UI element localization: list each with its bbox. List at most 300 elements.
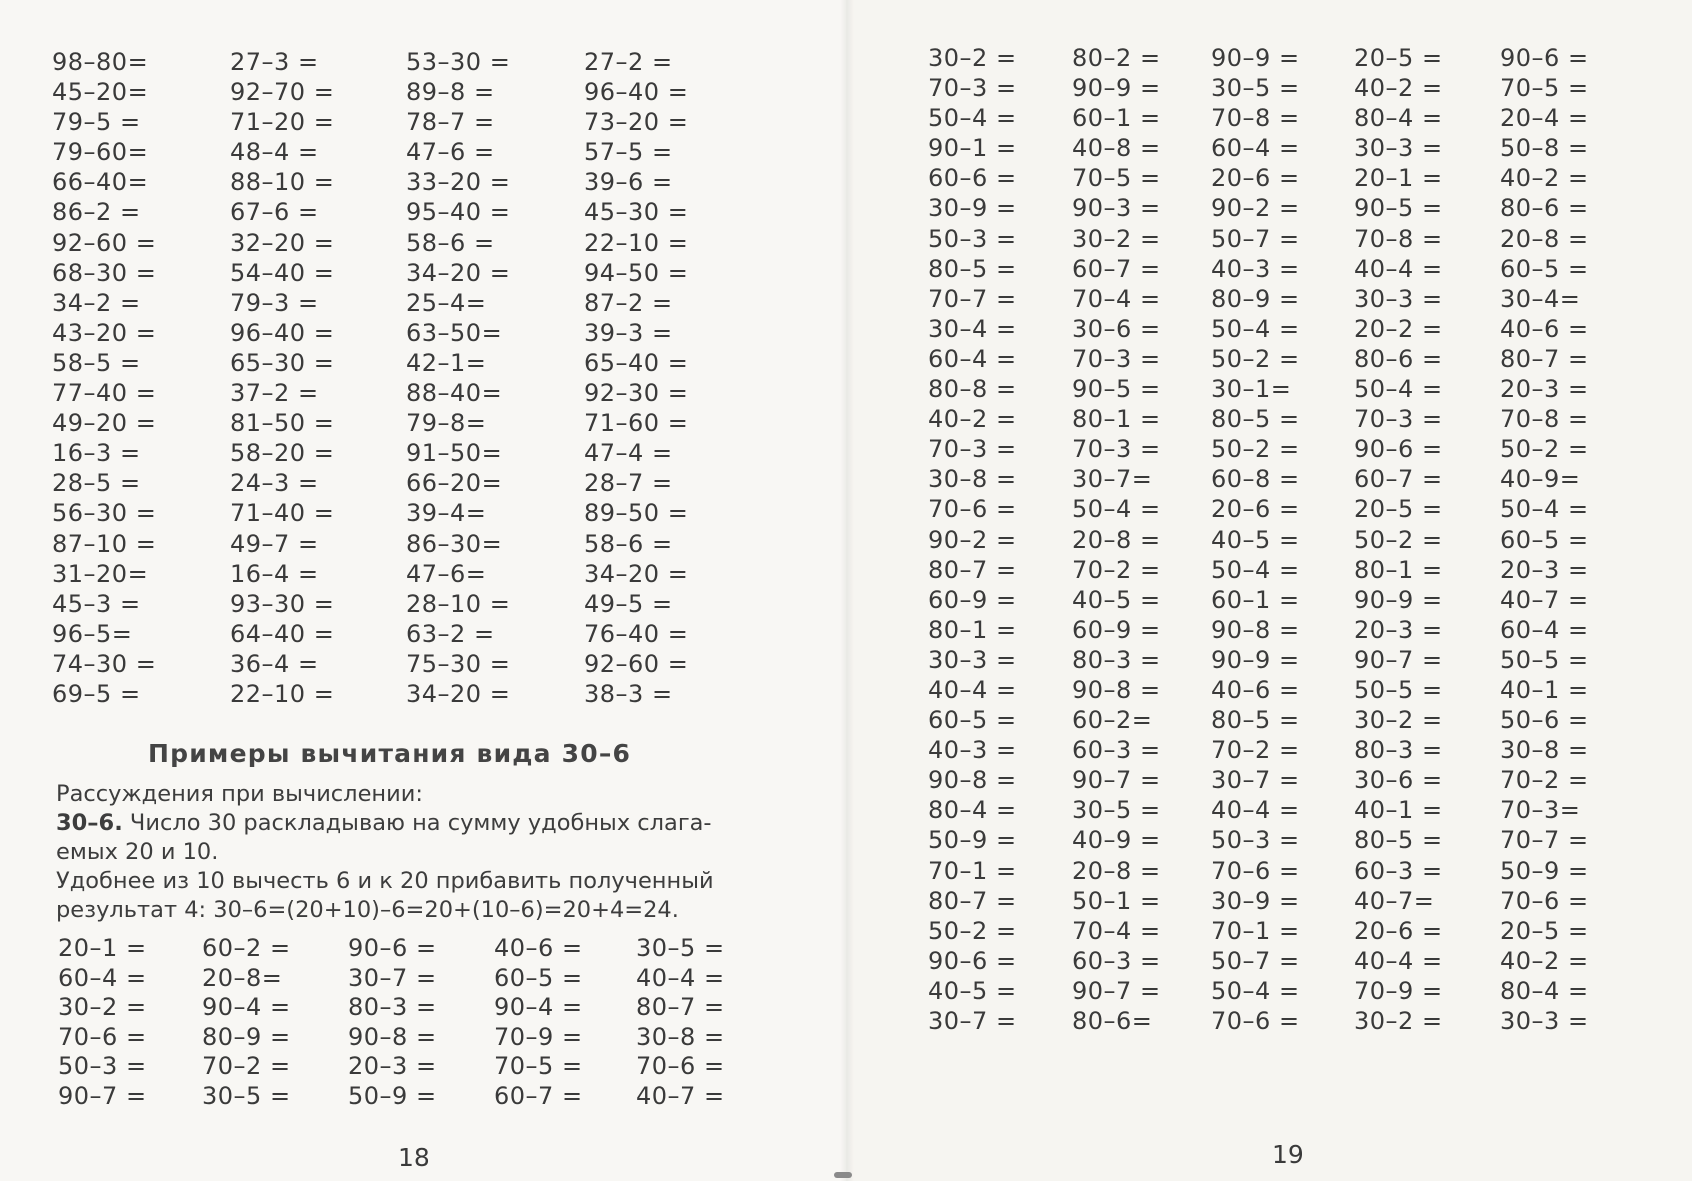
exercise-item: 58–5 = [52, 348, 141, 377]
exercise-item: 90–6 = [348, 934, 437, 962]
exercise-item: 40–9= [1500, 465, 1581, 494]
exercise-item: 40–7 = [1500, 585, 1589, 614]
exercise-item: 90–9 = [1211, 44, 1300, 72]
exercise-item: 49–20 = [52, 409, 157, 438]
exercise-item: 70–6 = [636, 1052, 725, 1081]
exercise-column [1500, 43, 1589, 1036]
exercise-item: 90–6 = [1500, 44, 1589, 72]
exercise-item: 40–5 = [928, 976, 1017, 1005]
exercise-item: 50–4 = [1211, 314, 1300, 343]
exercise-item: 80–1 = [928, 615, 1017, 644]
exercise-item: 90–5 = [1354, 194, 1443, 223]
exercise-item: 90–8 = [348, 1022, 437, 1051]
exercise-item: 86–30= [406, 529, 503, 558]
page-number-right: 19 [1272, 1140, 1304, 1169]
exercise-item: 50–2 = [928, 916, 1017, 945]
exercise-item: 30–6 = [1072, 314, 1161, 343]
exercise-item: 70–6 = [928, 495, 1017, 524]
exercise-item: 50–5 = [1354, 675, 1443, 704]
exercise-item: 68–30 = [52, 258, 157, 287]
exercise-item: 50–6 = [1500, 706, 1589, 735]
exercise-item: 40–1 = [1500, 675, 1589, 704]
exercise-item: 80–3 = [1354, 736, 1443, 765]
exercise-item: 80–2 = [1072, 44, 1161, 72]
exercise-item: 66–20= [406, 469, 503, 498]
exercise-item: 39–6 = [584, 168, 673, 197]
exercise-item: 40–6 = [1500, 314, 1589, 343]
exercise-item: 40–4 = [1354, 254, 1443, 283]
exercise-item: 92–30 = [584, 379, 689, 408]
exercise-item: 95–40 = [406, 198, 511, 227]
exercise-item: 30–7 = [928, 1007, 1017, 1035]
exercise-item: 50–4 = [928, 104, 1017, 133]
exercise-item: 66–40= [52, 168, 149, 197]
exercise-item: 71–40 = [230, 499, 335, 528]
exercise-item: 50–9 = [928, 826, 1017, 855]
exercise-item: 90–6 = [1354, 435, 1443, 464]
exercise-item: 70–2 = [1072, 555, 1161, 584]
exercise-item: 50–3 = [58, 1052, 147, 1081]
exercise-column [202, 934, 291, 1112]
exercise-item: 34–20 = [584, 559, 689, 588]
exercise-item: 48–4 = [230, 138, 319, 167]
exercise-item: 70–7 = [1500, 826, 1589, 855]
exercise-item: 50–1 = [1072, 886, 1161, 915]
exercise-item: 96–5= [52, 619, 133, 648]
exercise-item: 49–5 = [584, 589, 673, 618]
exercise-item: 70–5 = [1072, 164, 1161, 193]
exercise-item: 80–7 = [928, 886, 1017, 915]
exercise-column [348, 934, 437, 1112]
exercise-item: 20–5 = [1500, 916, 1589, 945]
exercise-item: 40–4 = [1211, 796, 1300, 825]
exercise-item: 93–30 = [230, 589, 335, 618]
exercise-item: 43–20 = [52, 318, 157, 347]
exercise-item: 30–3 = [1354, 284, 1443, 313]
exercise-column [230, 47, 334, 709]
exercise-item: 50–2 = [1354, 525, 1443, 554]
exercise-item: 33–20 = [406, 168, 511, 197]
exercise-item: 20–8= [202, 963, 283, 992]
exercise-item: 50–4 = [1500, 495, 1589, 524]
exercise-item: 45–3 = [52, 589, 141, 618]
exercise-item: 34–2 = [52, 288, 141, 317]
exercise-item: 30–3 = [1500, 1007, 1589, 1035]
exercise-item: 45–20= [52, 78, 149, 107]
exercise-item: 70–2 = [1211, 736, 1300, 765]
exercise-item: 81–50 = [230, 409, 335, 438]
exercise-item: 30–5 = [1072, 796, 1161, 825]
exercise-item: 40–9 = [1072, 826, 1161, 855]
exercise-item: 30–8 = [1500, 736, 1589, 765]
exercise-item: 67–6 = [230, 198, 319, 227]
exercise-item: 30–5 = [1211, 74, 1300, 103]
exercise-item: 70–8 = [1211, 104, 1300, 133]
exercise-item: 16–4 = [230, 559, 319, 588]
exercise-item: 27–2 = [584, 48, 673, 76]
exercise-item: 90–7 = [58, 1081, 147, 1110]
exercise-item: 91–50= [406, 439, 503, 468]
exercise-item: 50–8 = [1500, 134, 1589, 163]
exercise-item: 20–6 = [1211, 164, 1300, 193]
exercise-item: 40–2 = [928, 405, 1017, 434]
exercise-item: 40–4 = [636, 963, 725, 992]
exercise-item: 60–7 = [1354, 465, 1443, 494]
exercise-item: 80–7 = [1500, 344, 1589, 373]
exercise-item: 60–3 = [1072, 736, 1161, 765]
exercise-item: 50–7 = [1211, 946, 1300, 975]
exercise-item: 50–3 = [1211, 826, 1300, 855]
exercise-item: 30–2 = [928, 44, 1017, 72]
reasoning-line-4: результат 4: 30–6=(20+10)–6=20+(10–6)=20+4=24. [56, 897, 679, 923]
exercise-item: 20–3 = [1500, 375, 1589, 404]
exercise-item: 20–2 = [1354, 314, 1443, 343]
exercise-item: 20–1 = [1354, 164, 1443, 193]
exercise-item: 30–2 = [1072, 224, 1161, 253]
exercise-item: 30–2 = [58, 993, 147, 1022]
exercise-item: 50–4 = [1072, 495, 1161, 524]
exercise-item: 47–6 = [406, 138, 495, 167]
exercise-item: 20–6 = [1211, 495, 1300, 524]
exercise-column [584, 47, 688, 709]
exercise-item: 30–3 = [1354, 134, 1443, 163]
exercise-item: 30–8 = [928, 465, 1017, 494]
exercise-item: 60–7 = [494, 1081, 583, 1110]
exercise-item: 20–8 = [1072, 856, 1161, 885]
exercise-item: 60–6 = [928, 164, 1017, 193]
exercise-item: 65–30 = [230, 348, 335, 377]
exercise-item: 79–3 = [230, 288, 319, 317]
exercise-item: 92–70 = [230, 78, 335, 107]
exercise-item: 86–2 = [52, 198, 141, 227]
exercise-item: 90–9 = [1211, 645, 1300, 674]
exercise-item: 87–2 = [584, 288, 673, 317]
exercise-item: 40–4 = [928, 675, 1017, 704]
exercise-item: 40–3 = [928, 736, 1017, 765]
exercise-item: 57–5 = [584, 138, 673, 167]
exercise-item: 70–6 = [1211, 856, 1300, 885]
exercise-item: 90–8 = [1211, 615, 1300, 644]
exercise-item: 80–8 = [928, 375, 1017, 404]
exercise-item: 70–9 = [1354, 976, 1443, 1005]
exercise-item: 90–7 = [1072, 766, 1161, 795]
exercise-item: 80–5 = [1354, 826, 1443, 855]
exercise-item: 70–6 = [1500, 886, 1589, 915]
reasoning-text [56, 780, 776, 925]
exercise-item: 40–6 = [494, 934, 583, 962]
exercise-item: 60–3 = [1072, 946, 1161, 975]
exercise-item: 75–30 = [406, 649, 511, 678]
exercise-item: 77–40 = [52, 379, 157, 408]
book-spine [840, 0, 854, 1181]
exercise-item: 70–6 = [58, 1022, 147, 1051]
reasoning-line-3: Удобнее из 10 вычесть 6 и к 20 прибавить полученный [56, 868, 714, 894]
exercise-item: 89–50 = [584, 499, 689, 528]
exercise-item: 30–4 = [928, 314, 1017, 343]
exercise-item: 74–30 = [52, 649, 157, 678]
exercise-item: 20–3 = [1354, 615, 1443, 644]
exercise-item: 20–4 = [1500, 104, 1589, 133]
exercise-item: 28–7 = [584, 469, 673, 498]
exercise-item: 30–2 = [1354, 706, 1443, 735]
exercise-item: 30–5 = [636, 934, 725, 962]
exercise-column [494, 934, 583, 1112]
exercise-item: 30–2 = [1354, 1007, 1443, 1035]
exercise-item: 90–8 = [928, 766, 1017, 795]
exercise-item: 31–20= [52, 559, 149, 588]
exercise-item: 60–9 = [928, 585, 1017, 614]
exercise-item: 20–3 = [1500, 555, 1589, 584]
exercise-item: 63–2 = [406, 619, 495, 648]
exercise-item: 70–3 = [928, 435, 1017, 464]
exercise-item: 80–3 = [1072, 645, 1161, 674]
exercise-item: 90–3 = [1072, 194, 1161, 223]
exercise-item: 90–4 = [202, 993, 291, 1022]
exercise-item: 60–3 = [1354, 856, 1443, 885]
exercise-item: 73–20 = [584, 108, 689, 137]
exercise-item: 30–9 = [928, 194, 1017, 223]
exercise-item: 50–4 = [1211, 555, 1300, 584]
exercise-item: 20–3 = [348, 1052, 437, 1081]
section-heading: Примеры вычитания вида 30–6 [148, 739, 632, 768]
exercise-item: 90–2 = [928, 525, 1017, 554]
exercise-item: 70–8 = [1354, 224, 1443, 253]
exercise-item: 40–6 = [1211, 675, 1300, 704]
exercise-item: 96–40 = [230, 318, 335, 347]
exercise-item: 80–6 = [1500, 194, 1589, 223]
reasoning-line-2: емых 20 и 10. [56, 839, 219, 865]
exercise-item: 40–8 = [1072, 134, 1161, 163]
exercise-item: 70–3 = [1072, 435, 1161, 464]
exercise-item: 39–4= [406, 499, 487, 528]
exercise-item: 90–6 = [928, 946, 1017, 975]
exercise-item: 30–5 = [202, 1081, 291, 1110]
exercise-item: 90–7 = [1354, 645, 1443, 674]
page-number-left: 18 [398, 1143, 430, 1172]
exercise-item: 60–7 = [1072, 254, 1161, 283]
exercise-item: 80–5 = [928, 254, 1017, 283]
exercise-item: 60–8 = [1211, 465, 1300, 494]
exercise-item: 20–1 = [58, 934, 147, 962]
exercise-item: 89–8 = [406, 78, 495, 107]
exercise-item: 20–5 = [1354, 44, 1443, 72]
exercise-item: 60–9 = [1072, 615, 1161, 644]
exercise-item: 40–3 = [1211, 254, 1300, 283]
reasoning-line-1 [56, 809, 776, 838]
exercise-item: 90–1 = [928, 134, 1017, 163]
exercise-item: 20–6 = [1354, 916, 1443, 945]
exercise-item: 60–4 = [928, 344, 1017, 373]
exercise-item: 79–60= [52, 138, 149, 167]
exercise-item: 70–8 = [1500, 405, 1589, 434]
exercise-item: 80–9 = [1211, 284, 1300, 313]
exercise-item: 90–7 = [1072, 976, 1161, 1005]
exercise-item: 54–40 = [230, 258, 335, 287]
exercise-item: 60–5 = [494, 963, 583, 992]
exercise-item: 34–20 = [406, 679, 511, 708]
exercise-item: 80–4 = [1500, 976, 1589, 1005]
exercise-item: 80–5 = [1211, 405, 1300, 434]
exercise-item: 30–3 = [928, 645, 1017, 674]
exercise-item: 20–5 = [1354, 495, 1443, 524]
exercise-item: 60–2 = [202, 934, 291, 962]
exercise-item: 88–40= [406, 379, 503, 408]
exercise-item: 71–20 = [230, 108, 335, 137]
exercise-item: 80–7 = [928, 555, 1017, 584]
exercise-item: 50–9 = [348, 1081, 437, 1110]
exercise-item: 20–8 = [1500, 224, 1589, 253]
exercise-item: 22–10 = [584, 228, 689, 257]
exercise-column [1072, 43, 1161, 1036]
exercise-item: 32–20 = [230, 228, 335, 257]
exercise-item: 70–7 = [928, 284, 1017, 313]
exercise-item: 30–7 = [348, 963, 437, 992]
exercise-item: 40–1 = [1354, 796, 1443, 825]
exercise-column [1354, 43, 1443, 1036]
exercise-item: 70–3 = [928, 74, 1017, 103]
exercise-item: 79–8= [406, 409, 487, 438]
exercise-item: 49–7 = [230, 529, 319, 558]
exercise-item: 30–9 = [1211, 886, 1300, 915]
exercise-item: 27–3 = [230, 48, 319, 76]
exercise-item: 80–1 = [1354, 555, 1443, 584]
exercise-item: 56–30 = [52, 499, 157, 528]
exercise-item: 64–40 = [230, 619, 335, 648]
exercise-item: 40–2 = [1354, 74, 1443, 103]
exercise-item: 87–10 = [52, 529, 157, 558]
reasoning-example: 30–6. [56, 810, 123, 836]
exercise-item: 40–5 = [1211, 525, 1300, 554]
exercise-column [52, 47, 156, 709]
exercise-item: 58–6 = [406, 228, 495, 257]
exercise-item: 71–60 = [584, 409, 689, 438]
exercise-item: 28–5 = [52, 469, 141, 498]
exercise-item: 80–6 = [1354, 344, 1443, 373]
exercise-item: 79–5 = [52, 108, 141, 137]
exercise-item: 39–3 = [584, 318, 673, 347]
exercise-item: 80–9 = [202, 1022, 291, 1051]
exercise-item: 70–9 = [494, 1022, 583, 1051]
exercise-column [1211, 43, 1300, 1036]
exercise-item: 24–3 = [230, 469, 319, 498]
exercise-item: 65–40 = [584, 348, 689, 377]
exercise-item: 50–3 = [928, 224, 1017, 253]
exercise-item: 70–5 = [494, 1052, 583, 1081]
reasoning-line-1-text: Число 30 раскладываю на сумму удобных слага- [122, 810, 712, 836]
exercise-item: 50–2 = [1211, 344, 1300, 373]
exercise-item: 30–7= [1072, 465, 1153, 494]
exercise-item: 50–2 = [1211, 435, 1300, 464]
exercise-item: 38–3 = [584, 679, 673, 708]
exercise-item: 70–1 = [928, 856, 1017, 885]
exercise-item: 45–30 = [584, 198, 689, 227]
exercise-item: 96–40 = [584, 78, 689, 107]
exercise-item: 30–4= [1500, 284, 1581, 313]
exercise-item: 94–50 = [584, 258, 689, 287]
reasoning-intro: Рассуждения при вычислении: [56, 781, 423, 807]
exercise-item: 50–7 = [1211, 224, 1300, 253]
exercise-item: 60–4 = [1211, 134, 1300, 163]
exercise-item: 30–1= [1211, 375, 1292, 404]
exercise-item: 50–9 = [1500, 856, 1589, 885]
exercise-item: 80–4 = [1354, 104, 1443, 133]
exercise-item: 60–2= [1072, 706, 1153, 735]
exercise-item: 76–40 = [584, 619, 689, 648]
exercise-item: 80–4 = [928, 796, 1017, 825]
exercise-item: 80–6= [1072, 1007, 1153, 1035]
exercise-item: 40–2 = [1500, 946, 1589, 975]
exercise-item: 70–2 = [202, 1052, 291, 1081]
fold-mark [834, 1172, 852, 1178]
exercise-item: 40–2 = [1500, 164, 1589, 193]
exercise-item: 90–4 = [494, 993, 583, 1022]
exercise-item: 25–4= [406, 288, 487, 317]
exercise-item: 80–1 = [1072, 405, 1161, 434]
exercise-item: 50–4 = [1211, 976, 1300, 1005]
exercise-item: 34–20 = [406, 258, 511, 287]
exercise-item: 40–5 = [1072, 585, 1161, 614]
exercise-item: 98–80= [52, 48, 149, 76]
exercise-item: 70–5 = [1500, 74, 1589, 103]
exercise-item: 92–60 = [52, 228, 157, 257]
exercise-item: 78–7 = [406, 108, 495, 137]
exercise-item: 70–2 = [1500, 766, 1589, 795]
exercise-item: 90–5 = [1072, 375, 1161, 404]
exercise-item: 60–1 = [1211, 585, 1300, 614]
exercise-item: 30–6 = [1354, 766, 1443, 795]
exercise-item: 20–8 = [1072, 525, 1161, 554]
exercise-item: 37–2 = [230, 379, 319, 408]
exercise-item: 70–1 = [1211, 916, 1300, 945]
exercise-item: 70–3 = [1072, 344, 1161, 373]
exercise-item: 16–3 = [52, 439, 141, 468]
exercise-column [58, 934, 147, 1112]
exercise-item: 28–10 = [406, 589, 511, 618]
exercise-item: 50–5 = [1500, 645, 1589, 674]
exercise-item: 50–2 = [1500, 435, 1589, 464]
exercise-item: 63–50= [406, 318, 503, 347]
exercise-item: 88–10 = [230, 168, 335, 197]
exercise-item: 40–4 = [1354, 946, 1443, 975]
exercise-item: 60–5 = [1500, 254, 1589, 283]
exercise-item: 53–30 = [406, 48, 511, 76]
exercise-item: 90–8 = [1072, 675, 1161, 704]
exercise-item: 30–8 = [636, 1022, 725, 1051]
exercise-item: 90–9 = [1354, 585, 1443, 614]
exercise-item: 70–4 = [1072, 284, 1161, 313]
exercise-column [406, 47, 510, 709]
exercise-item: 92–60 = [584, 649, 689, 678]
exercise-item: 40–7 = [636, 1081, 725, 1110]
exercise-item: 50–4 = [1354, 375, 1443, 404]
exercise-item: 47–4 = [584, 439, 673, 468]
exercise-item: 22–10 = [230, 679, 335, 708]
exercise-item: 60–4 = [58, 963, 147, 992]
exercise-item: 58–20 = [230, 439, 335, 468]
exercise-item: 80–5 = [1211, 706, 1300, 735]
exercise-column [928, 43, 1017, 1036]
exercise-item: 69–5 = [52, 679, 141, 708]
exercise-item: 60–4 = [1500, 615, 1589, 644]
exercise-item: 80–3 = [348, 993, 437, 1022]
exercise-item: 70–4 = [1072, 916, 1161, 945]
exercise-item: 42–1= [406, 348, 487, 377]
exercise-item: 40–7= [1354, 886, 1435, 915]
exercise-item: 70–3= [1500, 796, 1581, 825]
exercise-item: 80–7 = [636, 993, 725, 1022]
exercise-item: 90–2 = [1211, 194, 1300, 223]
exercise-item: 58–6 = [584, 529, 673, 558]
